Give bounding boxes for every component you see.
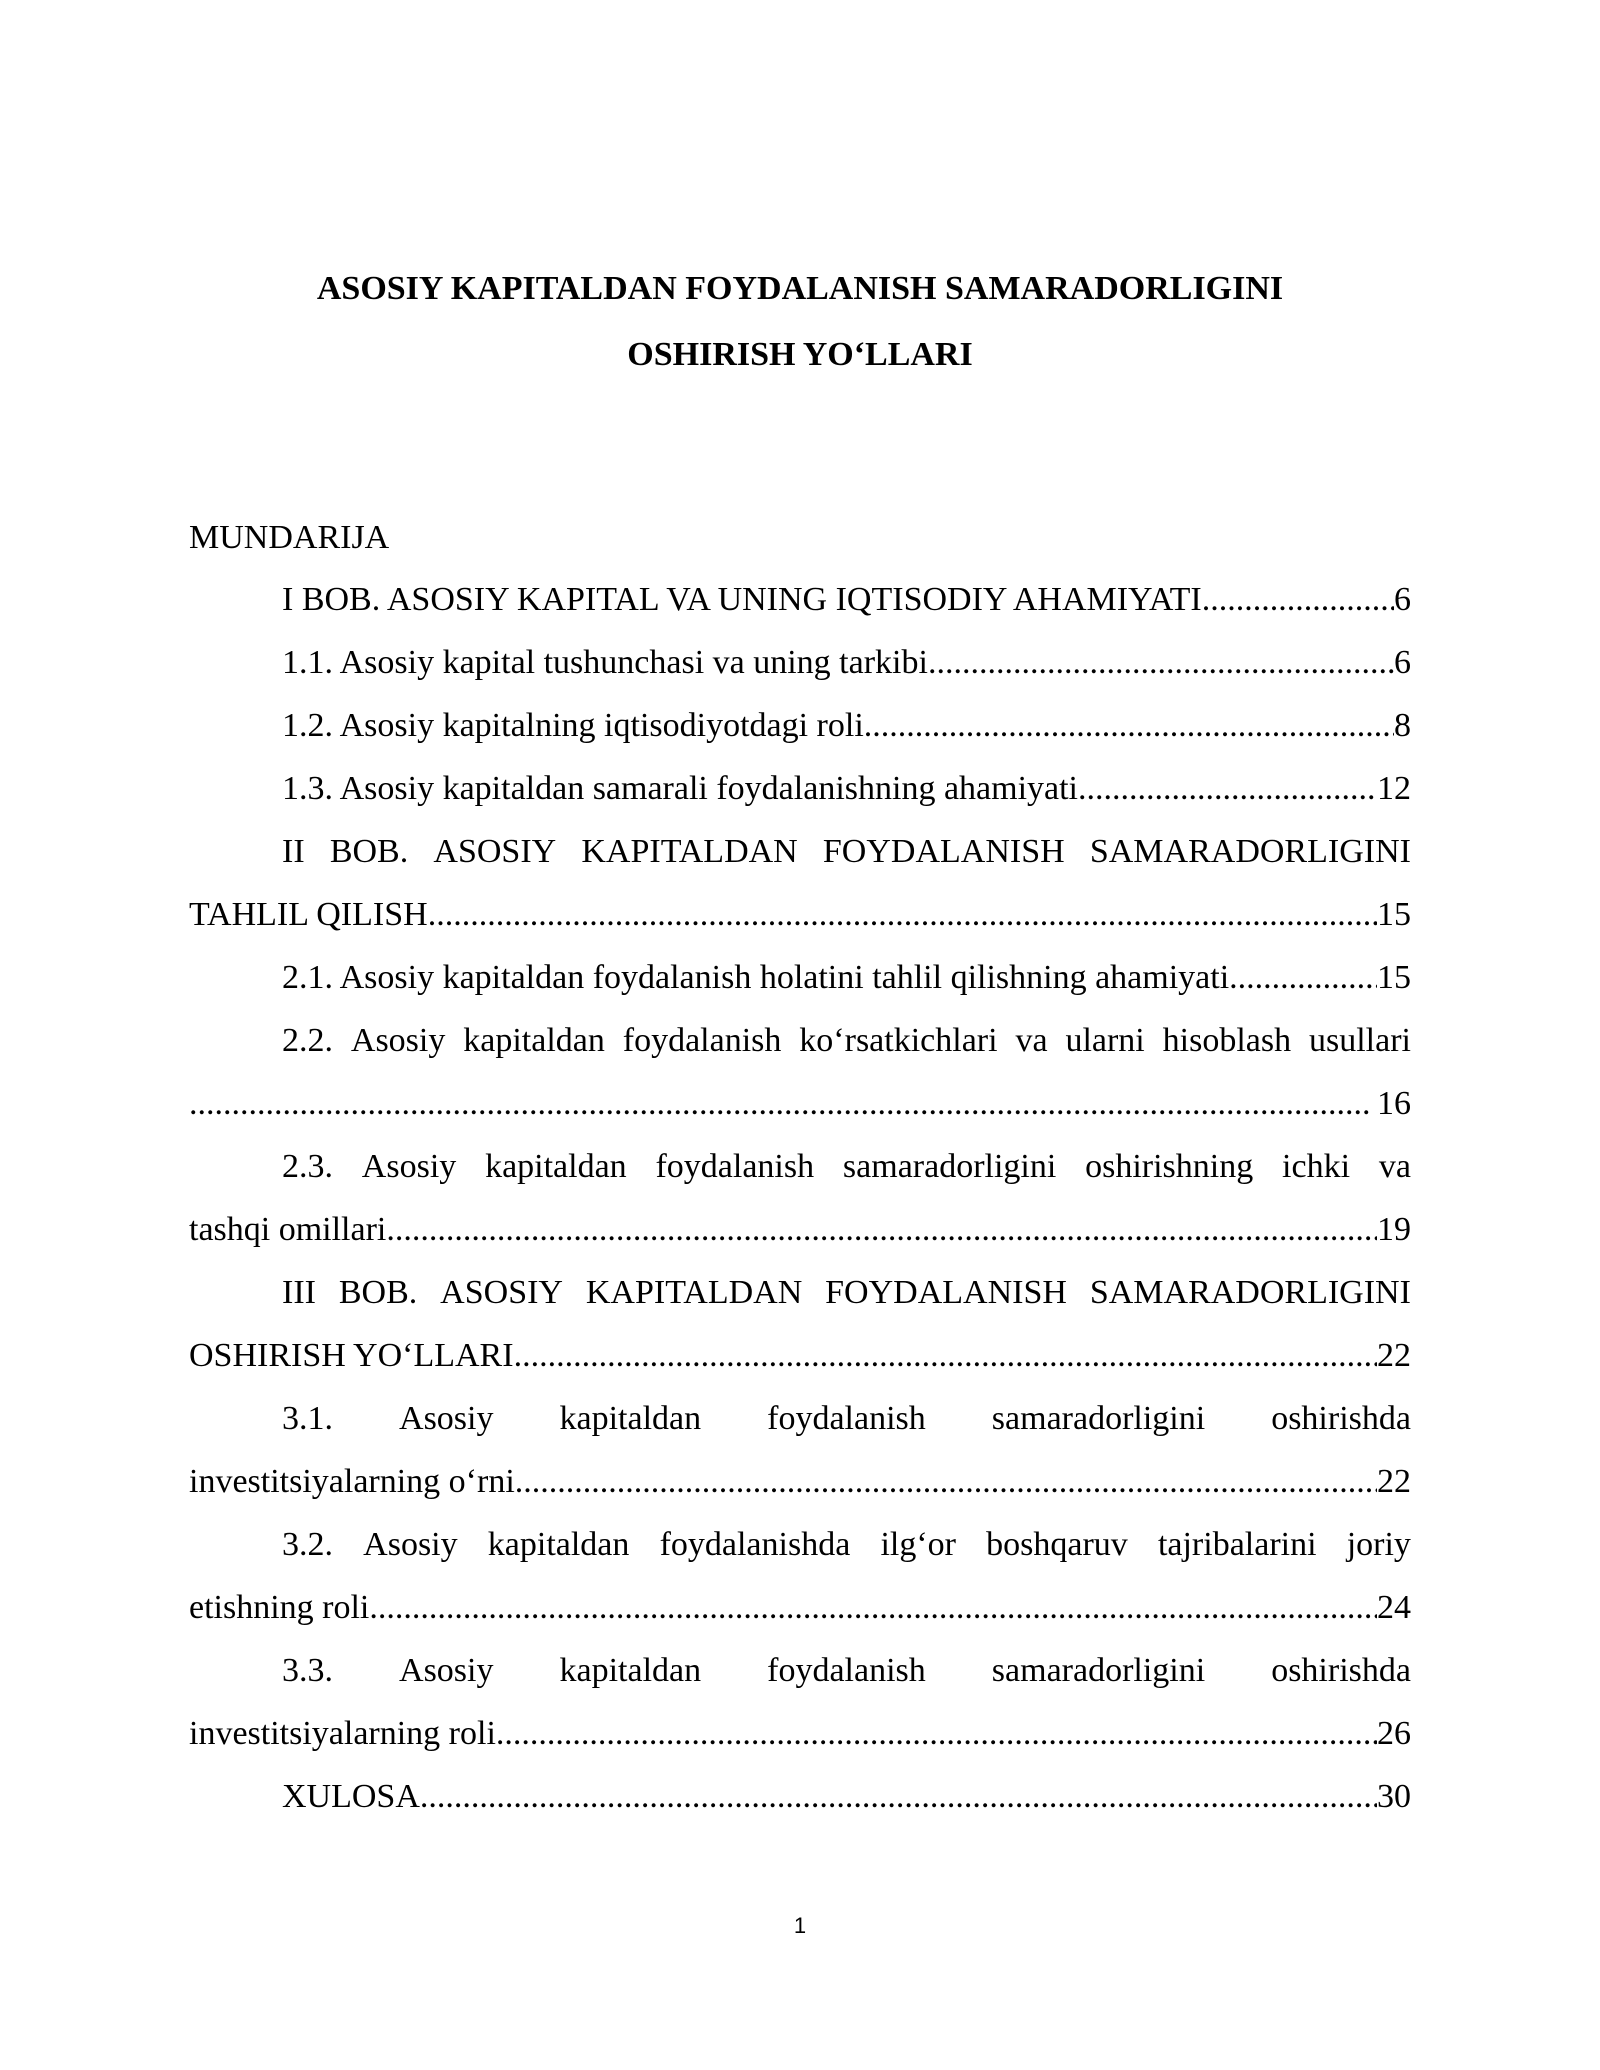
toc-word: oshirishning [1085, 1148, 1254, 1185]
dot-leader [369, 1588, 1377, 1628]
toc-word: kapitaldan [463, 1022, 605, 1059]
toc-page-number: 19 [1377, 1211, 1411, 1248]
toc-entry-section-3-1-continued[interactable] [189, 1462, 1411, 1502]
dot-leader [1202, 580, 1394, 620]
toc-word: ularni [1065, 1022, 1145, 1059]
toc-word: FOYDALANISH [825, 1274, 1067, 1311]
page-number: 1 [793, 1913, 807, 1938]
toc-word: KAPITALDAN [581, 833, 798, 870]
toc-word: ko‘rsatkichlari [799, 1022, 998, 1059]
dot-leader [386, 1210, 1377, 1250]
toc-word: va [1015, 1022, 1048, 1059]
toc-word: 3.2. [282, 1526, 333, 1563]
toc-entry-section-3-3[interactable] [282, 1651, 1411, 1691]
toc-entry-section-3-2-continued[interactable] [189, 1588, 1411, 1628]
toc-page-number: 6 [1394, 581, 1411, 618]
toc-word: BOB. [338, 1274, 418, 1311]
dot-leader [515, 1462, 1377, 1502]
toc-word: SAMARADORLIGINI [1089, 1274, 1411, 1311]
toc-word: foydalanishda [659, 1526, 851, 1563]
dot-leader [1229, 958, 1377, 998]
toc-page-number: 8 [1394, 707, 1411, 744]
toc-word: foydalanish [767, 1400, 926, 1437]
toc-entry-title: 1.3. Asosiy kapitaldan samarali foydalanishning ahamiyati [282, 770, 1078, 807]
toc-entry-chapter-3-continued[interactable] [189, 1336, 1411, 1376]
toc-page-number: 15 [1377, 959, 1411, 996]
toc-entry-conclusion[interactable] [282, 1777, 1411, 1817]
toc-entry-title: investitsiyalarning roli [189, 1715, 496, 1752]
dot-leader [420, 1777, 1377, 1817]
toc-word: III [282, 1274, 316, 1311]
toc-word: kapitaldan [559, 1400, 702, 1437]
toc-word: oshirishda [1271, 1400, 1411, 1437]
toc-entry-title: I BOB. ASOSIY KAPITAL VA UNING IQTISODIY AHAMIYATI [282, 581, 1202, 618]
toc-word: samaradorligini [842, 1148, 1057, 1185]
toc-entry-chapter-2-continued[interactable] [189, 895, 1411, 935]
toc-page-number: 30 [1377, 1778, 1411, 1815]
toc-word: kapitaldan [485, 1148, 627, 1185]
dot-leader [189, 1084, 1369, 1124]
toc-page-number: 26 [1377, 1715, 1411, 1752]
toc-page-number: 12 [1377, 770, 1411, 807]
toc-entry-title: XULOSA [282, 1778, 420, 1815]
toc-word: Asosiy [399, 1652, 494, 1689]
dot-leader [428, 895, 1377, 935]
toc-word: FOYDALANISH [822, 833, 1065, 870]
toc-word: foydalanish [655, 1148, 815, 1185]
toc-word: foydalanish [622, 1022, 782, 1059]
dot-leader [514, 1336, 1377, 1376]
dot-leader [864, 706, 1394, 746]
toc-entry-title: 2.1. Asosiy kapitaldan foydalanish holatini tahlil qilishning ahamiyati [282, 959, 1230, 996]
toc-entry-chapter-3[interactable] [282, 1273, 1411, 1313]
toc-word: Asosiy [363, 1526, 458, 1563]
toc-entry-title: tashqi omillari [189, 1211, 387, 1248]
toc-word: 3.1. [282, 1400, 333, 1437]
dot-leader [928, 643, 1394, 683]
toc-word: ASOSIY [440, 1274, 563, 1311]
toc-entry-section-3-1[interactable] [282, 1399, 1411, 1439]
toc-entry-title: etishning roli [189, 1589, 370, 1626]
toc-word: Asosiy [350, 1022, 446, 1059]
toc-word: kapitaldan [487, 1526, 630, 1563]
toc-entry-section-1-3[interactable] [282, 769, 1411, 809]
toc-page-number: 16 [1377, 1085, 1411, 1122]
toc-page-number: 24 [1377, 1589, 1411, 1626]
toc-word: 2.2. [282, 1022, 333, 1059]
toc-entry-chapter-2[interactable] [282, 832, 1411, 872]
toc-word: ilg‘or [880, 1526, 956, 1563]
toc-entry-section-2-3[interactable] [282, 1147, 1411, 1187]
toc-word: 3.3. [282, 1652, 333, 1689]
toc-word: ASOSIY [433, 833, 557, 870]
toc-word: tajribalarini [1157, 1526, 1317, 1563]
toc-entry-section-2-2[interactable] [282, 1021, 1411, 1061]
toc-entry-section-3-2[interactable] [282, 1525, 1411, 1565]
toc-word: ichki [1282, 1148, 1351, 1185]
toc-entry-section-2-1[interactable] [282, 958, 1411, 998]
toc-word: Asosiy [361, 1148, 457, 1185]
toc-entry-section-1-2[interactable] [282, 706, 1411, 746]
toc-word: kapitaldan [559, 1652, 702, 1689]
toc-entry-section-2-2-continued[interactable] [189, 1084, 1411, 1124]
toc-word: II [282, 833, 305, 870]
toc-word: KAPITALDAN [585, 1274, 803, 1311]
toc-word: SAMARADORLIGINI [1089, 833, 1411, 870]
toc-word: joriy [1346, 1526, 1411, 1563]
toc-page-number: 15 [1377, 896, 1411, 933]
toc-word: boshqaruv [986, 1526, 1128, 1563]
toc-word: samaradorligini [991, 1652, 1206, 1689]
toc-word: BOB. [329, 833, 409, 870]
toc-entry-chapter-1[interactable] [282, 580, 1411, 620]
toc-entry-section-3-3-continued[interactable] [189, 1714, 1411, 1754]
toc-entry-title: 1.1. Asosiy kapital tushunchasi va uning tarkibi [282, 644, 928, 681]
toc-word: foydalanish [767, 1652, 926, 1689]
dot-leader [496, 1714, 1377, 1754]
toc-page-number: 6 [1394, 644, 1411, 681]
dot-leader [1078, 769, 1377, 809]
toc-word: usullari [1308, 1022, 1411, 1059]
document-title-line-2: OSHIRISH YO‘LLARI [627, 336, 973, 373]
toc-word: hisoblash [1162, 1022, 1292, 1059]
document-title-line-1: ASOSIY KAPITALDAN FOYDALANISH SAMARADORLIGINI [316, 270, 1284, 307]
toc-page-number: 22 [1377, 1463, 1411, 1500]
toc-entry-section-2-3-continued[interactable] [189, 1210, 1411, 1250]
toc-word: Asosiy [399, 1400, 494, 1437]
toc-entry-title: 1.2. Asosiy kapitalning iqtisodiyotdagi roli [282, 707, 864, 744]
toc-word: oshirishda [1271, 1652, 1411, 1689]
toc-word: va [1378, 1148, 1411, 1185]
toc-entry-title: investitsiyalarning o‘rni [189, 1463, 515, 1500]
toc-entry-title: TAHLIL QILISH [189, 896, 428, 933]
toc-heading: MUNDARIJA [189, 519, 390, 556]
toc-word: samaradorligini [991, 1400, 1206, 1437]
toc-word: 2.3. [282, 1148, 333, 1185]
toc-entry-section-1-1[interactable] [282, 643, 1411, 683]
toc-entry-title: OSHIRISH YO‘LLARI [189, 1337, 514, 1374]
toc-page-number: 22 [1377, 1337, 1411, 1374]
